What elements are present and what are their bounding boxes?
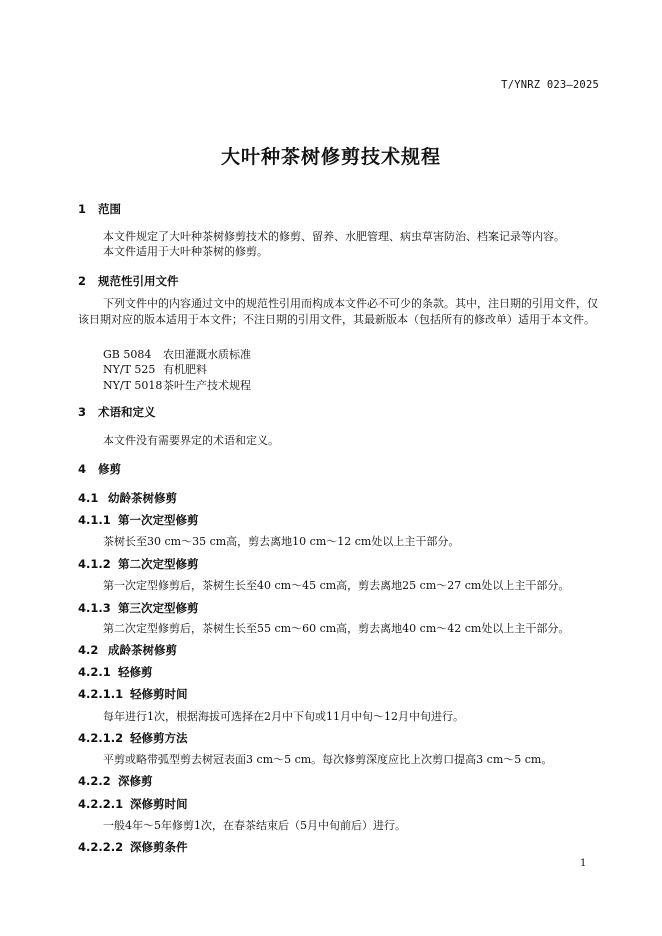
section-number: 4.2.2.1 xyxy=(78,797,124,811)
document-title: 大叶种茶树修剪技术规程 xyxy=(220,146,441,168)
subsection-heading xyxy=(78,512,199,528)
section-title: 规范性引用文件 xyxy=(98,274,179,288)
section-number: 3 xyxy=(78,405,87,419)
section-title: 范围 xyxy=(98,202,121,216)
subsection-heading xyxy=(78,600,199,616)
paragraph: 下列文件中的内容通过文中的规范性引用而构成本文件必不可少的条款。其中，注日期的引用文件，仅该日期对应的版本适用于本文件；不注日期的引用文件，其最新版本（包括所有的修改单）适用于本文件。 xyxy=(78,297,598,326)
paragraph: 每年进行1次，根据海拔可选择在2月中下旬或11月中旬～12月中旬进行。 xyxy=(103,710,464,723)
section-heading xyxy=(78,461,121,477)
section-title: 幼龄茶树修剪 xyxy=(108,491,177,505)
paragraph: 一般4年～5年修剪1次，在春茶结束后（5月中旬前后）进行。 xyxy=(103,819,406,832)
section-number: 4.2.1.2 xyxy=(78,731,124,745)
section-title: 第二次定型修剪 xyxy=(118,557,199,571)
reference-name: 茶叶生产技术规程 xyxy=(163,379,251,392)
reference-item xyxy=(103,361,207,377)
page-number: 1 xyxy=(580,858,587,869)
section-number: 4.2.1 xyxy=(78,665,111,679)
section-title: 深修剪 xyxy=(118,774,153,788)
paragraph: 茶树长至30 cm～35 cm高，剪去离地10 cm～12 cm处以上主干部分。 xyxy=(103,535,460,548)
reference-item xyxy=(103,346,251,362)
section-number: 4 xyxy=(78,462,87,476)
subsection-heading xyxy=(78,642,177,658)
subsection-heading xyxy=(78,686,188,702)
reference-code: NY/T 525 xyxy=(103,363,156,376)
section-number: 4.2.2 xyxy=(78,774,111,788)
section-title: 深修剪条件 xyxy=(130,840,188,854)
section-title: 术语和定义 xyxy=(98,405,156,419)
section-title: 修剪 xyxy=(98,462,121,476)
reference-code: GB 5084 xyxy=(103,348,152,361)
section-number: 2 xyxy=(78,274,87,288)
document-code: T/YNRZ 023—2025 xyxy=(501,79,599,91)
reference-name: 农田灌溉水质标准 xyxy=(163,348,251,361)
section-title: 轻修剪时间 xyxy=(130,687,188,701)
subsection-heading xyxy=(78,664,153,680)
subsection-heading xyxy=(78,773,153,789)
reference-item xyxy=(103,377,251,393)
section-number: 4.2 xyxy=(78,643,99,657)
section-number: 4.1.3 xyxy=(78,601,111,615)
paragraph: 第二次定型修剪后，茶树生长至55 cm～60 cm高，剪去离地40 cm～42 cm处以上主干部分。 xyxy=(103,622,570,635)
paragraph: 平剪或略带弧型剪去树冠表面3 cm～5 cm。每次修剪深度应比上次剪口提高3 cm～5 cm。 xyxy=(103,753,553,766)
subsection-heading xyxy=(78,839,188,855)
section-title: 第三次定型修剪 xyxy=(118,601,199,615)
reference-name: 有机肥料 xyxy=(163,363,207,376)
section-heading xyxy=(78,404,156,420)
subsection-heading xyxy=(78,730,188,746)
section-title: 轻修剪 xyxy=(118,665,153,679)
paragraph: 本文件规定了大叶种茶树修剪技术的修剪、留养、水肥管理、病虫草害防治、档案记录等内容。 xyxy=(103,230,565,243)
section-heading xyxy=(78,201,121,217)
section-number: 4.1.1 xyxy=(78,513,111,527)
section-title: 深修剪时间 xyxy=(130,797,188,811)
section-number: 4.2.1.1 xyxy=(78,687,124,701)
section-number: 4.1.2 xyxy=(78,557,111,571)
section-number: 4.2.2.2 xyxy=(78,840,124,854)
section-title: 第一次定型修剪 xyxy=(118,513,199,527)
section-number: 4.1 xyxy=(78,491,99,505)
reference-code: NY/T 5018 xyxy=(103,379,163,392)
section-heading xyxy=(78,273,179,289)
subsection-heading xyxy=(78,556,199,572)
section-number: 1 xyxy=(78,202,87,216)
paragraph: 本文件没有需要界定的术语和定义。 xyxy=(103,434,279,447)
section-title: 轻修剪方法 xyxy=(130,731,188,745)
subsection-heading xyxy=(78,490,177,506)
subsection-heading xyxy=(78,796,188,812)
paragraph: 第一次定型修剪后，茶树生长至40 cm～45 cm高，剪去离地25 cm～27 cm处以上主干部分。 xyxy=(103,579,570,592)
section-title: 成龄茶树修剪 xyxy=(108,643,177,657)
paragraph: 本文件适用于大叶种茶树的修剪。 xyxy=(103,245,268,258)
